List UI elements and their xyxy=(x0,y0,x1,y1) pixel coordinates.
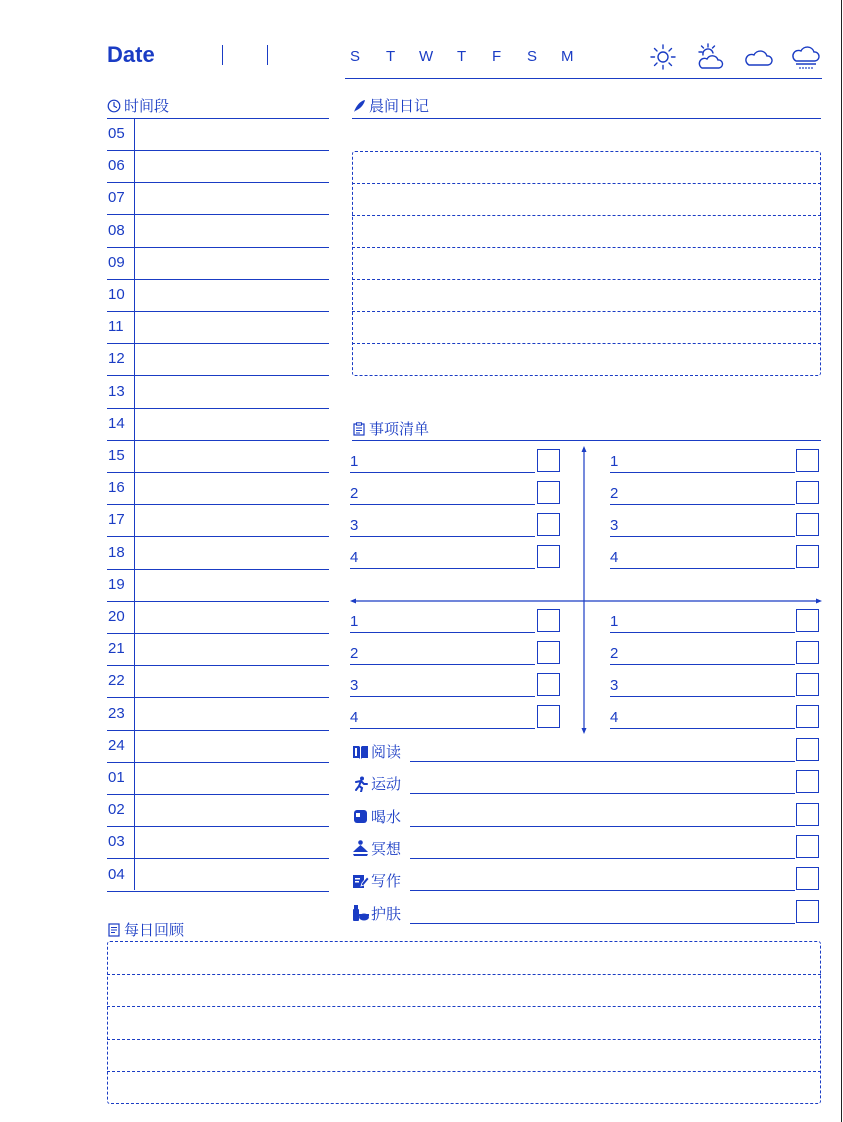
review-line xyxy=(107,974,821,975)
habit-1 xyxy=(352,741,401,762)
todo-section-title xyxy=(352,418,429,439)
morning-journal-title xyxy=(352,95,429,116)
todo-item-number: 4 xyxy=(610,549,619,566)
cloud-icon[interactable] xyxy=(744,42,774,72)
time-slot-line[interactable] xyxy=(107,504,329,505)
todo-item-number: 1 xyxy=(350,613,359,630)
daily-review-box[interactable] xyxy=(107,941,821,1104)
todo-item-line[interactable] xyxy=(610,632,795,633)
hour-label: 10 xyxy=(108,286,125,303)
todo-checkbox[interactable] xyxy=(796,673,819,696)
sun-icon[interactable] xyxy=(648,42,678,72)
quadrant-axes xyxy=(350,446,824,736)
hour-label: 21 xyxy=(108,640,125,658)
time-slot-line[interactable] xyxy=(107,375,329,376)
todo-checkbox[interactable] xyxy=(796,449,819,472)
hour-label: 23 xyxy=(108,704,125,722)
review-line xyxy=(107,1039,821,1040)
weekday-5[interactable]: S xyxy=(527,48,538,65)
todo-checkbox[interactable] xyxy=(537,705,560,728)
time-slot-line[interactable] xyxy=(107,697,329,698)
journal-line xyxy=(352,183,821,184)
todo-section-underline xyxy=(352,440,821,441)
morning-journal-underline xyxy=(352,118,821,119)
weekday-2[interactable]: W xyxy=(419,48,434,65)
todo-checkbox[interactable] xyxy=(537,513,560,536)
todo-checkbox[interactable] xyxy=(796,513,819,536)
hour-label: 20 xyxy=(108,608,125,625)
hour-label: 13 xyxy=(108,382,125,400)
pen-icon xyxy=(352,873,369,889)
hour-label: 19 xyxy=(108,575,125,593)
habit-4 xyxy=(352,838,401,859)
time-slot-line[interactable] xyxy=(107,150,329,151)
todo-section-label: 事项清单 xyxy=(369,420,430,438)
time-slot-line[interactable] xyxy=(107,730,329,731)
todo-item-number: 3 xyxy=(610,677,619,694)
time-slot-line[interactable] xyxy=(107,440,329,441)
time-slot-line[interactable] xyxy=(107,214,329,215)
cup-icon xyxy=(352,808,369,824)
weekday-3[interactable]: T xyxy=(457,48,467,65)
hour-label: 09 xyxy=(108,253,125,271)
habit-checkbox[interactable] xyxy=(796,867,819,890)
time-slot-line[interactable] xyxy=(107,569,329,570)
hour-label: 15 xyxy=(108,447,125,464)
todo-checkbox[interactable] xyxy=(796,609,819,632)
journal-line xyxy=(352,279,821,280)
habit-line[interactable] xyxy=(410,793,795,794)
todo-item-number: 4 xyxy=(350,549,359,566)
habit-checkbox[interactable] xyxy=(796,803,819,826)
todo-checkbox[interactable] xyxy=(537,449,560,472)
habit-line[interactable] xyxy=(410,890,795,891)
meditation-icon xyxy=(352,840,369,856)
todo-item-number: 4 xyxy=(350,709,359,726)
habit-line[interactable] xyxy=(410,761,795,762)
todo-checkbox[interactable] xyxy=(537,641,560,664)
todo-item-number: 2 xyxy=(610,485,619,502)
hour-label: 04 xyxy=(108,865,125,883)
weekday-6[interactable]: M xyxy=(561,48,574,65)
hour-label: 03 xyxy=(108,833,125,851)
todo-checkbox[interactable] xyxy=(796,545,819,568)
todo-item-line[interactable] xyxy=(610,568,795,569)
todo-checkbox[interactable] xyxy=(537,609,560,632)
habit-label: 护肤 xyxy=(371,904,402,923)
todo-item-number: 2 xyxy=(350,485,359,502)
hour-label: 22 xyxy=(108,672,125,690)
todo-item-line[interactable] xyxy=(350,696,535,697)
todo-item-number: 1 xyxy=(610,453,619,470)
todo-item-number: 3 xyxy=(350,677,359,694)
habit-line[interactable] xyxy=(410,826,795,827)
skincare-icon xyxy=(352,905,369,921)
clock-icon xyxy=(107,99,121,113)
hour-label: 06 xyxy=(108,157,125,175)
todo-item-line[interactable] xyxy=(610,472,795,473)
date-separator xyxy=(222,45,223,65)
page-edge xyxy=(841,0,842,1122)
hour-label: 14 xyxy=(108,414,125,432)
hour-label: 16 xyxy=(108,479,125,497)
todo-item-number: 3 xyxy=(610,517,619,534)
habit-6 xyxy=(352,903,401,924)
habit-3 xyxy=(352,806,401,827)
feather-icon xyxy=(352,99,366,113)
habit-checkbox[interactable] xyxy=(796,900,819,923)
habit-checkbox[interactable] xyxy=(796,835,819,858)
time-slot-line[interactable] xyxy=(107,665,329,666)
habit-line[interactable] xyxy=(410,858,795,859)
todo-item-line[interactable] xyxy=(350,632,535,633)
journal-line xyxy=(352,215,821,216)
todo-checkbox[interactable] xyxy=(537,673,560,696)
habit-label: 阅读 xyxy=(371,743,402,761)
time-slot-line[interactable] xyxy=(107,601,329,602)
todo-item-number: 2 xyxy=(610,645,619,662)
todo-item-number: 1 xyxy=(350,453,359,470)
todo-item-line[interactable] xyxy=(350,536,535,537)
time-section-label: 时间段 xyxy=(124,97,170,115)
note-icon xyxy=(107,923,121,937)
time-slot-line[interactable] xyxy=(107,762,329,763)
weekday-1[interactable]: T xyxy=(386,48,396,65)
time-slot-line[interactable] xyxy=(107,794,329,795)
daily-review-title xyxy=(107,919,184,940)
journal-line xyxy=(352,343,821,344)
hour-label: 17 xyxy=(108,511,125,529)
habit-label: 运动 xyxy=(371,775,402,794)
todo-checkbox[interactable] xyxy=(537,481,560,504)
hour-label: 08 xyxy=(108,221,125,239)
todo-item-line[interactable] xyxy=(610,536,795,537)
running-icon xyxy=(352,776,369,792)
weekday-4[interactable]: F xyxy=(492,48,502,65)
time-slot-line[interactable] xyxy=(107,343,329,344)
time-slot-line[interactable] xyxy=(107,279,329,280)
morning-journal-label: 晨间日记 xyxy=(369,97,430,115)
review-line xyxy=(107,1071,821,1072)
time-section-title xyxy=(107,95,169,116)
habit-checkbox[interactable] xyxy=(796,738,819,761)
todo-item-line[interactable] xyxy=(610,728,795,729)
todo-item-line[interactable] xyxy=(350,728,535,729)
time-slot-line[interactable] xyxy=(107,311,329,312)
habit-checkbox[interactable] xyxy=(796,770,819,793)
time-slot-line[interactable] xyxy=(107,891,329,892)
todo-item-line[interactable] xyxy=(350,472,535,473)
clipboard-icon xyxy=(352,422,366,436)
todo-item-line[interactable] xyxy=(350,504,535,505)
rain-cloud-icon[interactable] xyxy=(791,42,821,72)
partly-cloudy-icon[interactable] xyxy=(695,42,725,72)
hour-label: 18 xyxy=(108,543,125,561)
time-slot-line[interactable] xyxy=(107,247,329,248)
time-slot-line[interactable] xyxy=(107,408,329,409)
header-underline xyxy=(345,78,822,79)
todo-item-line[interactable] xyxy=(610,504,795,505)
time-section-underline xyxy=(107,118,329,119)
todo-item-number: 4 xyxy=(610,709,619,726)
todo-item-line[interactable] xyxy=(610,664,795,665)
todo-item-line[interactable] xyxy=(610,696,795,697)
date-label: Date xyxy=(107,42,155,67)
hour-label: 02 xyxy=(108,801,125,819)
habit-label: 写作 xyxy=(371,872,402,891)
todo-item-line[interactable] xyxy=(350,664,535,665)
time-slot-line[interactable] xyxy=(107,633,329,634)
time-slot-line[interactable] xyxy=(107,536,329,537)
hour-label: 01 xyxy=(108,769,125,786)
todo-item-number: 2 xyxy=(350,645,359,662)
journal-line xyxy=(352,247,821,248)
todo-checkbox[interactable] xyxy=(796,481,819,504)
daily-review-label: 每日回顾 xyxy=(124,921,185,939)
journal-line xyxy=(352,311,821,312)
review-line xyxy=(107,1006,821,1007)
todo-checkbox[interactable] xyxy=(796,641,819,664)
habit-5 xyxy=(352,870,401,891)
time-slot-line[interactable] xyxy=(107,182,329,183)
hour-label: 11 xyxy=(108,318,124,336)
habit-label: 冥想 xyxy=(371,839,402,858)
habit-label: 喝水 xyxy=(371,807,402,826)
todo-item-number: 1 xyxy=(610,613,619,630)
time-slot-line[interactable] xyxy=(107,858,329,859)
todo-item-number: 3 xyxy=(350,517,359,534)
habit-2 xyxy=(352,773,401,794)
todo-item-line[interactable] xyxy=(350,568,535,569)
todo-checkbox[interactable] xyxy=(796,705,819,728)
todo-checkbox[interactable] xyxy=(537,545,560,568)
weekday-0[interactable]: S xyxy=(350,48,361,65)
time-slot-line[interactable] xyxy=(107,826,329,827)
time-slot-line[interactable] xyxy=(107,472,329,473)
hour-label: 24 xyxy=(108,736,125,754)
book-icon xyxy=(352,744,369,760)
hour-label: 12 xyxy=(108,350,125,368)
hour-label: 05 xyxy=(108,125,125,142)
date-separator xyxy=(267,45,268,65)
habit-line[interactable] xyxy=(410,923,795,924)
hour-label: 07 xyxy=(108,189,125,207)
